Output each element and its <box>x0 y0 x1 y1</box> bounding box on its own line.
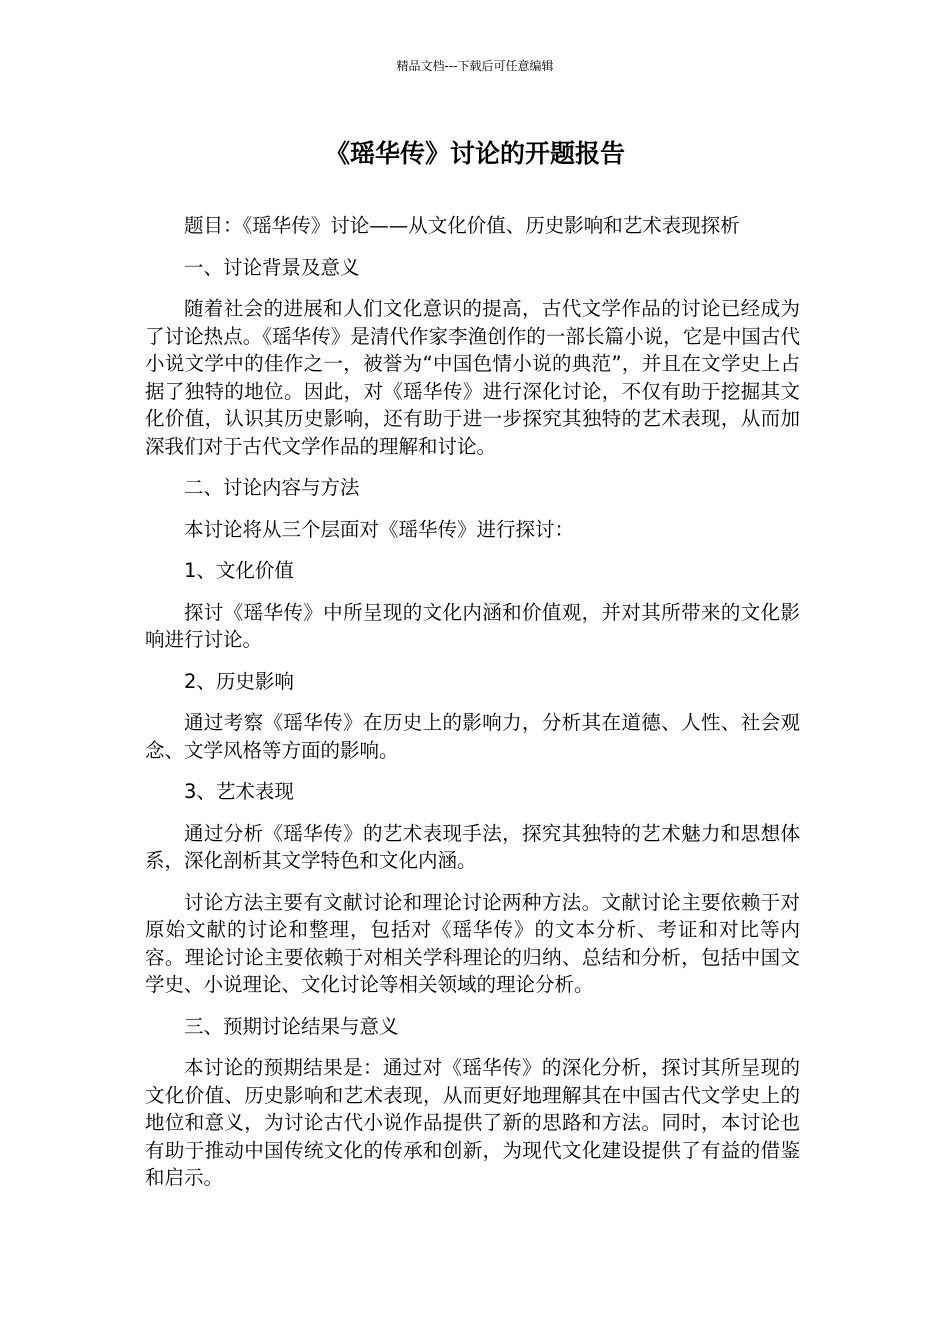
subheading-cultural-value: 1、文化价值 <box>184 559 294 582</box>
paragraph-cultural-value: 探讨《瑶华传》中所呈现的文化内涵和价值观，并对其所带来的文化影响进行讨论。 <box>145 600 800 651</box>
paragraph-historical-influence: 通过考察《瑶华传》在历史上的影响力，分析其在道德、人性、社会观念、文学风格等方面的影响。 <box>145 711 800 762</box>
paragraph-background: 随着社会的进展和人们文化意识的提高，古代文学作品的讨论已经成为了讨论热点。《瑶华传》是清代作家李渔创作的一部长篇小说，它是中国古代小说文学中的佳作之一，被誉为“中国色情小说的典范”，并且在文学史上占据了独特的地位。因此，对《瑶华传》进行深化讨论，不仅有助于挖掘其文化价值，认识其历史影响，还有助于进一步探究其独特的艺术表现，从而加深我们对于古代文学作品的理解和讨论。 <box>145 297 800 458</box>
paragraph-three-levels: 本讨论将从三个层面对《瑶华传》进行探讨： <box>184 517 575 541</box>
paragraph-artistic-expression: 通过分析《瑶华传》的艺术表现手法，探究其独特的艺术魅力和思想体系，深化剖析其文学特色和文化内涵。 <box>145 821 800 872</box>
paragraph-expected-results: 本讨论的预期结果是：通过对《瑶华传》的深化分析，探讨其所呈现的文化价值、历史影响和艺术表现，从而更好地理解其在中国古代文学史上的地位和意义，为讨论古代小说作品提供了新的思路和方法。同时，本讨论也有助于推动中国传统文化的传承和创新，为现代文化建设提供了有益的借鉴和启示。 <box>145 1056 800 1189</box>
subheading-historical-influence: 2、历史影响 <box>184 669 294 693</box>
section-heading-content-method: 二、讨论内容与方法 <box>184 476 360 499</box>
paragraph-methods: 讨论方法主要有文献讨论和理论讨论两种方法。文献讨论主要依赖于对原始文献的讨论和整理，包括对《瑶华传》的文本分析、考证和对比等内容。理论讨论主要依赖于对相关学科理论的归纳、总结和分析，包括中国文学史、小说理论、文化讨论等相关领域的理论分析。 <box>145 890 800 996</box>
document-title: 《瑶华传》讨论的开题报告 <box>324 139 625 168</box>
page-header: 精品文档---下载后可任意编辑 <box>396 59 554 73</box>
subheading-artistic-expression: 3、艺术表现 <box>184 780 294 803</box>
section-heading-background: 一、讨论背景及意义 <box>184 255 360 279</box>
document-body <box>145 212 800 1206</box>
paragraph-topic: 题目：《瑶华传》讨论——从文化价值、历史影响和艺术表现探析 <box>184 214 740 237</box>
section-heading-expected-results: 三、预期讨论结果与意义 <box>184 1014 399 1038</box>
